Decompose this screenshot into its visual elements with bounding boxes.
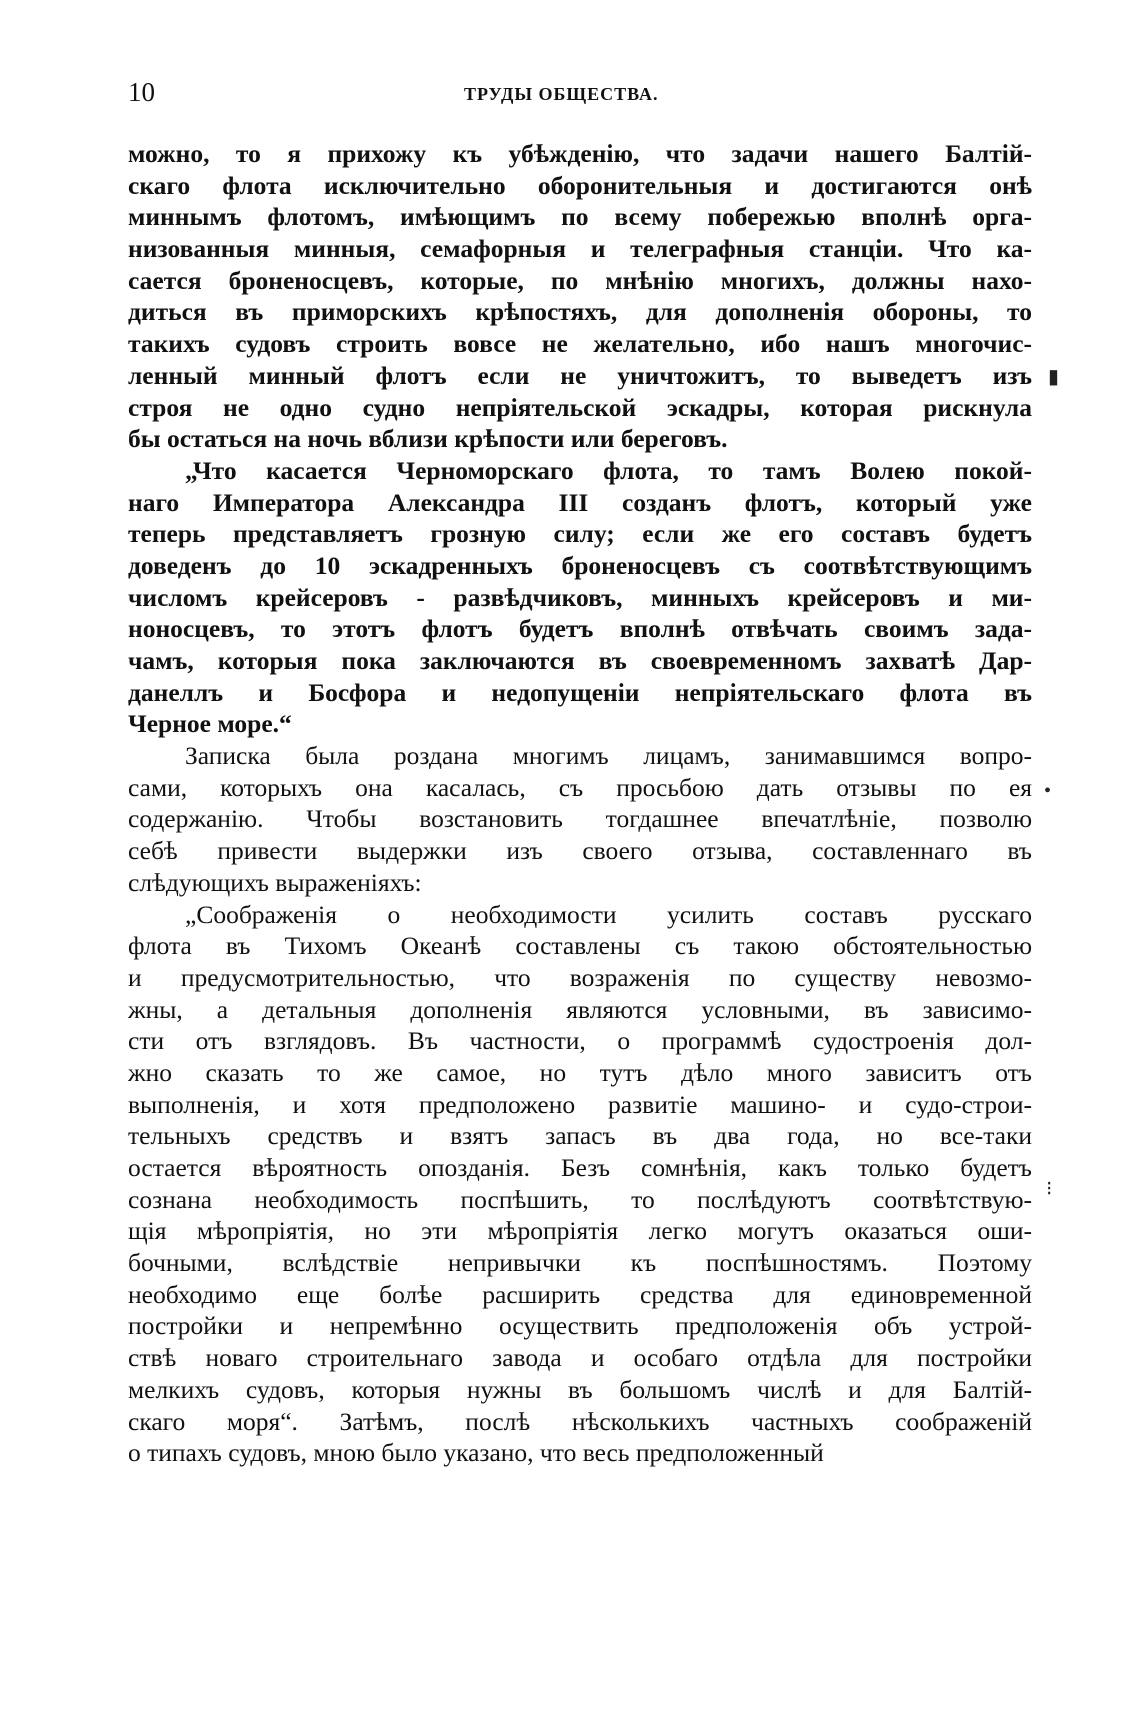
body-text [128,138,1032,1469]
text-line: сти отъ взглядовъ. Въ частности, о программѣ судостроенія дол- [128,1026,1032,1056]
text-line: тельныхъ средствъ и взятъ запасъ въ два года, но все-таки [128,1121,1032,1151]
text-line: сается броненосцевъ, которые, по мнѣнію многихъ, должны нахо- [128,265,1032,295]
text-line: „Что касается Черноморскаго флота, то тамъ Волею покой- [185,455,1032,485]
text-line: числомъ крейсеровъ - развѣдчиковъ, минныхъ крейсеровъ и ми- [128,582,1032,612]
text-line: строя не одно судно непріятельской эскадры, которая рискнула [128,392,1032,422]
text-line: ноносцевъ, то этотъ флотъ будетъ вполнѣ отвѣчать своимъ зада- [128,614,1032,644]
paragraph [128,138,1032,455]
text-line: слѣдующихъ выраженіяхъ: [128,867,422,897]
text-line: такихъ судовъ строить вовсе не желательно, ибо нашъ многочис- [128,329,1032,359]
paragraph [128,740,1032,898]
text-line: скаго флота исключительно оборонительныя и достигаются онѣ [128,170,1032,200]
text-line: можно, то я прихожу къ убѣжденію, что задачи нашего Балтій- [128,139,1032,168]
text-line: ленный минный флотъ если не уничтожитъ, то выведетъ изъ [128,360,1032,390]
text-line: мелкихъ судовъ, которыя нужны въ большомъ числѣ и для Балтій- [128,1374,1032,1404]
text-line: остается вѣроятность опозданія. Безъ сомнѣнія, какъ только будетъ [128,1153,1032,1182]
paragraph [128,455,1032,740]
text-line: флота въ Тихомъ Океанѣ составлены съ такою обстоятельностью [128,931,1032,961]
text-line: жны, а детальныя дополненія являются условными, въ зависимо- [128,994,1032,1024]
text-line: данеллъ и Босфора и недопущеніи непріятельскаго флота въ [128,677,1032,707]
text-line: диться въ приморскихъ крѣпостяхъ, для дополненія обороны, то [128,297,1032,327]
text-line: бочными, вслѣдствіе непривычки къ поспѣшностямъ. Поэтому [128,1248,1032,1278]
text-line: щія мѣропріятія, но эти мѣропріятія легко могутъ оказаться оши- [128,1216,1032,1246]
margin-mark: ▮ [1048,366,1060,388]
text-line: „Соображенія о необходимости усилить составъ русскаго [185,899,1032,929]
text-line: ствѣ новаго строительнаго завода и особаго отдѣла для постройки [128,1343,1032,1373]
text-line: необходимо еще болѣе расширить средства для единовременной [128,1279,1032,1309]
text-line: низованныя минныя, семафорныя и телеграфныя станціи. Что ка- [128,234,1032,264]
text-line: бы остаться на ночь вблизи крѣпости или береговъ. [128,424,728,454]
page-number: 10 [128,77,155,107]
margin-mark: ⁝ [1046,1178,1053,1200]
text-line: содержанію. Чтобы возстановить тогдашнее впечатлѣніе, позволю [128,804,1032,834]
text-line: наго Императора Александра III созданъ флотъ, который уже [128,487,1032,517]
text-line: миннымъ флотомъ, имѣющимъ по всему побережью вполнѣ орга- [128,202,1032,232]
text-line: постройки и непремѣнно осуществить предположенія объ устрой- [128,1311,1032,1341]
text-line: доведенъ до 10 эскадренныхъ броненосцевъ съ соотвѣтствующимъ [128,550,1032,580]
text-line: теперь представляетъ грозную силу; если же его составъ будетъ [128,519,1032,549]
text-line: о типахъ судовъ, мною было указано, что весь предположенный [128,1438,824,1468]
running-head: ТРУДЫ ОБЩЕСТВА. [464,84,659,104]
page-header [128,72,1028,112]
text-line: скаго моря“. Затѣмъ, послѣ нѣсколькихъ частныхъ соображеній [128,1406,1032,1436]
text-line: Записка была роздана многимъ лицамъ, занимавшимся вопро- [185,741,1032,771]
text-line: Черное море.“ [128,709,292,739]
text-line: себѣ привести выдержки изъ своего отзыва, составленнаго въ [128,836,1032,866]
text-line: сознана необходимость поспѣшить, то послѣдуютъ соотвѣтствую- [128,1184,1032,1214]
margin-mark: • [1044,780,1052,802]
text-line: и предусмотрительностью, что возраженія по существу невозмо- [128,962,1032,992]
paragraph [128,899,1032,1469]
text-line: выполненія, и хотя предположено развитіе машино- и судо-строи- [128,1089,1032,1119]
text-line: жно сказать то же самое, но тутъ дѣло много зависитъ отъ [128,1057,1032,1087]
text-line: сами, которыхъ она касалась, съ просьбою дать отзывы по ея [128,772,1032,802]
text-line: чамъ, которыя пока заключаются въ своевременномъ захватѣ Дар- [128,646,1032,675]
